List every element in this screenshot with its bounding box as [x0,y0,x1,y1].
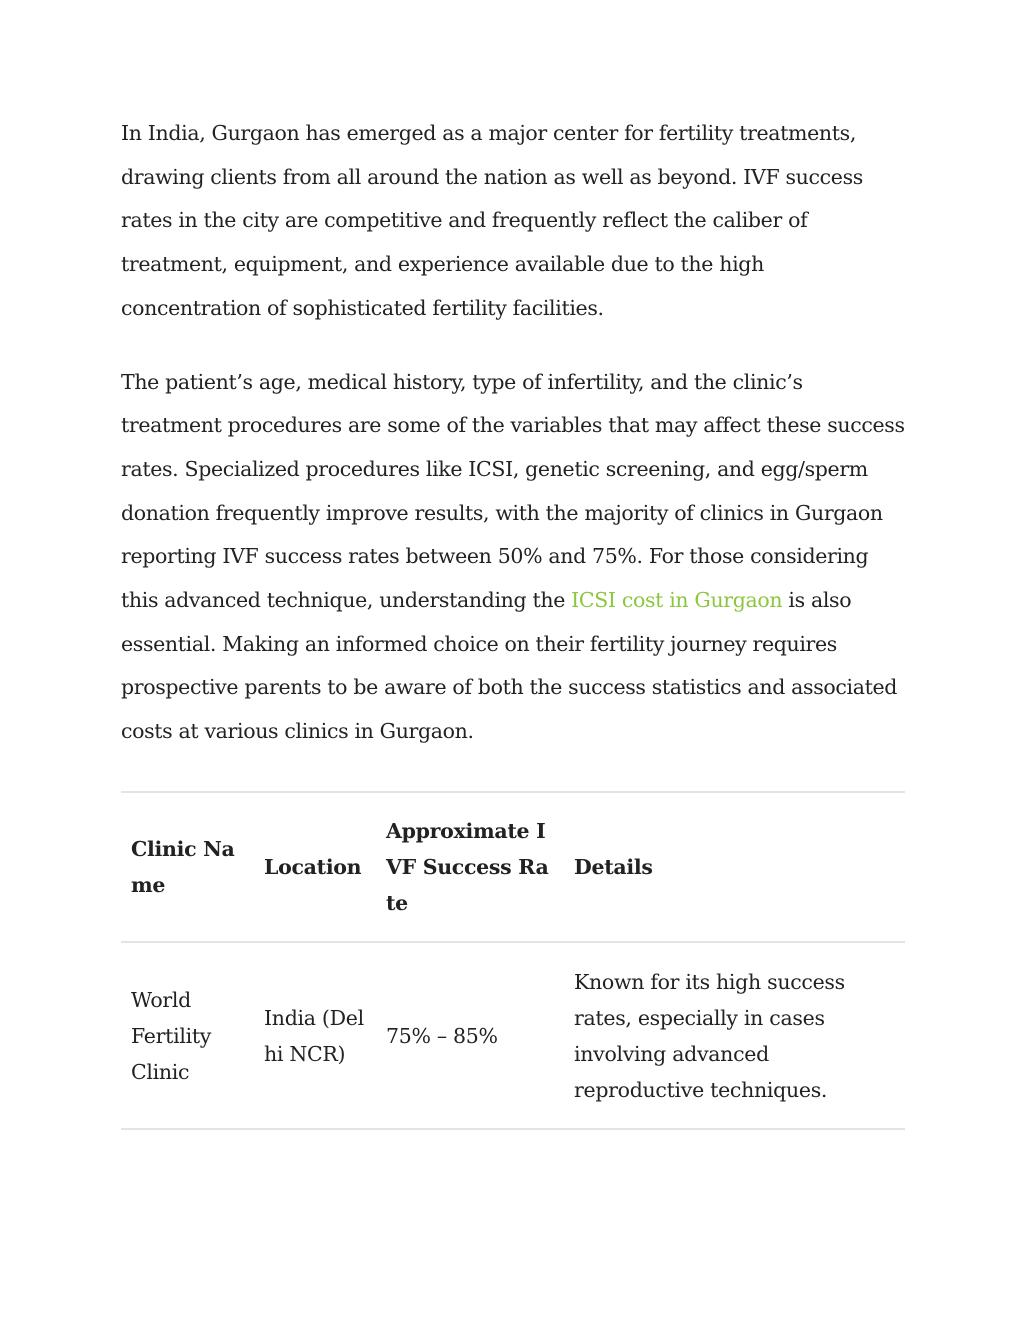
paragraph-text-before-link: The patient’s age, medical history, type of infertility, and the clinic’s treatment procedures are some of the variables that may affect these success rates. Specialized procedures like ICSI, genetic screening, and egg/sperm donation frequently improve results, with the majority of clinics in Gurgaon reporting IVF success rates between 50% and 75%. For those considering this advanced technique, understanding the [121,369,905,613]
header-details: Details [574,855,653,879]
icsi-cost-link[interactable]: ICSI cost in Gurgaon [571,588,783,613]
paragraph-text-after-link: is also essential. Making an informed choice on their fertility journey requires prospective parents to be aware of both the success statistics and associated costs at various clinics in Gurgaon. [121,588,898,744]
table-row [121,942,905,1129]
cell-location: India (Delhi NCR) [264,1005,364,1066]
cell-clinic-name: World Fertility Clinic [131,987,212,1084]
table-header-row [121,792,905,942]
intro-paragraph: In India, Gurgaon has emerged as a major center for fertility treatments, drawing clients from all around the nation as well as beyond. IVF success rates in the city are competitive and frequently reflect the caliber of treatment, equipment, and experience available due to the high concentration of sophisticated fertility facilities. [121,121,863,320]
header-clinic-name: Clinic Name [131,837,235,897]
cell-details: Known for its high success rates, especially in cases involving advanced reproductive techniques. [574,969,845,1102]
header-success-rate: Approximate IVF Success Rate [386,819,549,915]
success-rates-paragraph [121,361,905,754]
article-body [121,112,905,754]
clinic-success-table [121,791,905,1130]
cell-success-rate: 75% – 85% [386,1023,498,1048]
header-location: Location [264,855,362,879]
